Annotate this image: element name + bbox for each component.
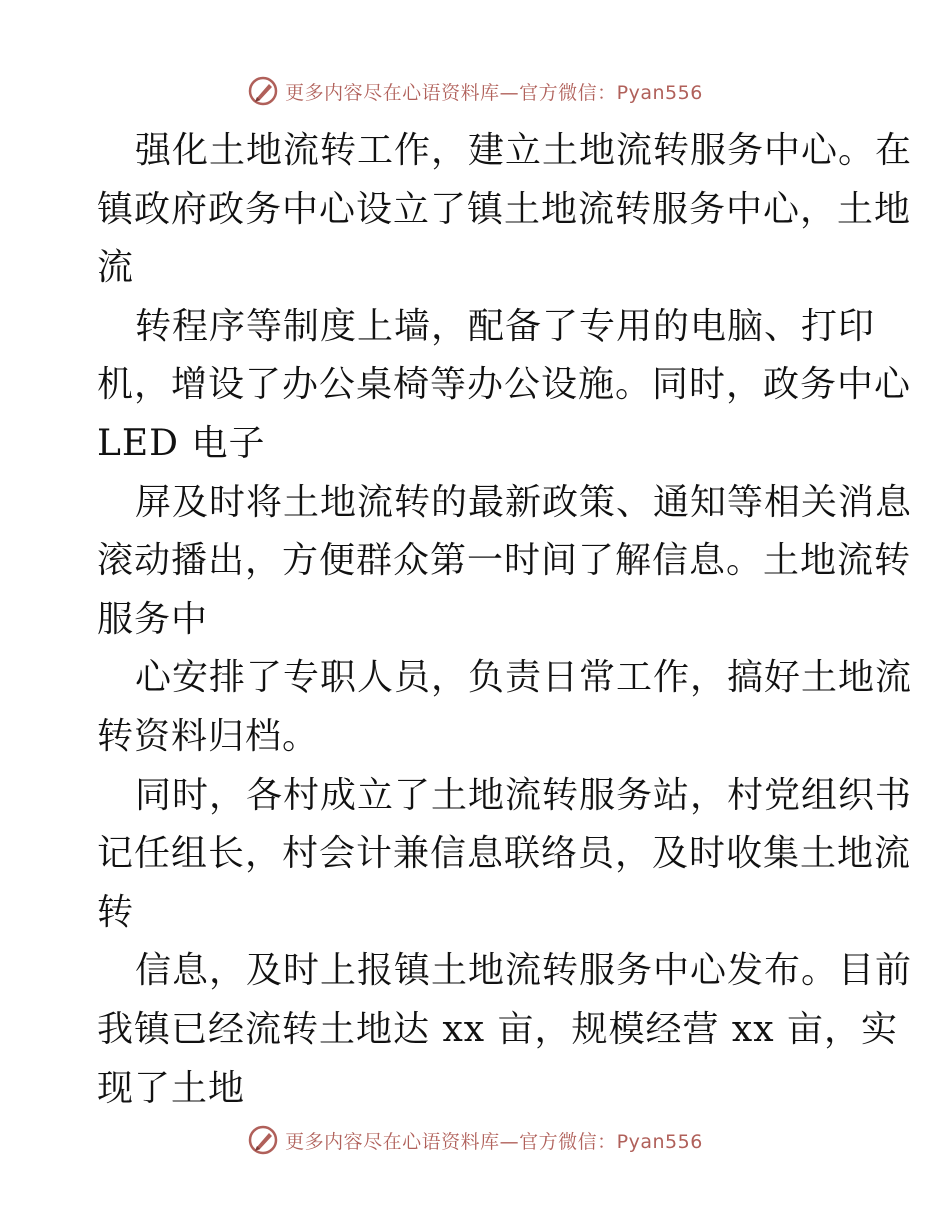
text-line: LED 电子 [97,422,266,464]
text-line: 屏及时将土地流转的最新政策、通知等相关消息 [135,481,913,523]
text-line: 转程序等制度上墙，配备了专用的电脑、打印 [135,305,876,347]
watermark-suffix: —官方微信：Pyan556 [499,1130,703,1153]
watermark-header [0,71,950,111]
text-line: 流 [97,247,135,289]
document-body [97,122,913,1118]
text-line: 现了土地 [97,1067,246,1109]
text-line: 机，增设了办公桌椅等办公设施。同时，政务中心 [97,364,912,406]
watermark-suffix: —官方微信：Pyan556 [499,81,703,104]
text-line: 信息，及时上报镇土地流转服务中心发布。目前 [135,950,913,992]
text-line: 同时，各村成立了土地流转服务站，村党组织书 [135,774,913,816]
text-line: 服务中 [97,598,209,640]
watermark-brand: 更多内容尽在心语资料库 [285,1130,500,1153]
text-line: 强化土地流转工作，建立土地流转服务中心。在 [135,130,913,171]
watermark-text [285,1127,703,1154]
text-line: 记任组长，村会计兼信息联络员，及时收集土地流 [97,833,912,875]
pen-logo-icon [247,1124,279,1156]
text-line: 我镇已经流转土地达 xx 亩，规模经营 xx 亩，实 [97,1008,898,1050]
text-line: 转 [97,891,135,933]
watermark-text [285,78,703,105]
text-line: 心安排了专职人员，负责日常工作，搞好土地流 [135,657,913,699]
text-line: 转资料归档。 [97,715,320,757]
text-line: 镇政府政务中心设立了镇土地流转服务中心，土地 [97,188,912,230]
watermark-brand: 更多内容尽在心语资料库 [285,81,500,104]
pen-logo-icon [247,75,279,107]
watermark-footer [0,1120,950,1160]
text-line: 滚动播出，方便群众第一时间了解信息。土地流转 [97,540,912,582]
